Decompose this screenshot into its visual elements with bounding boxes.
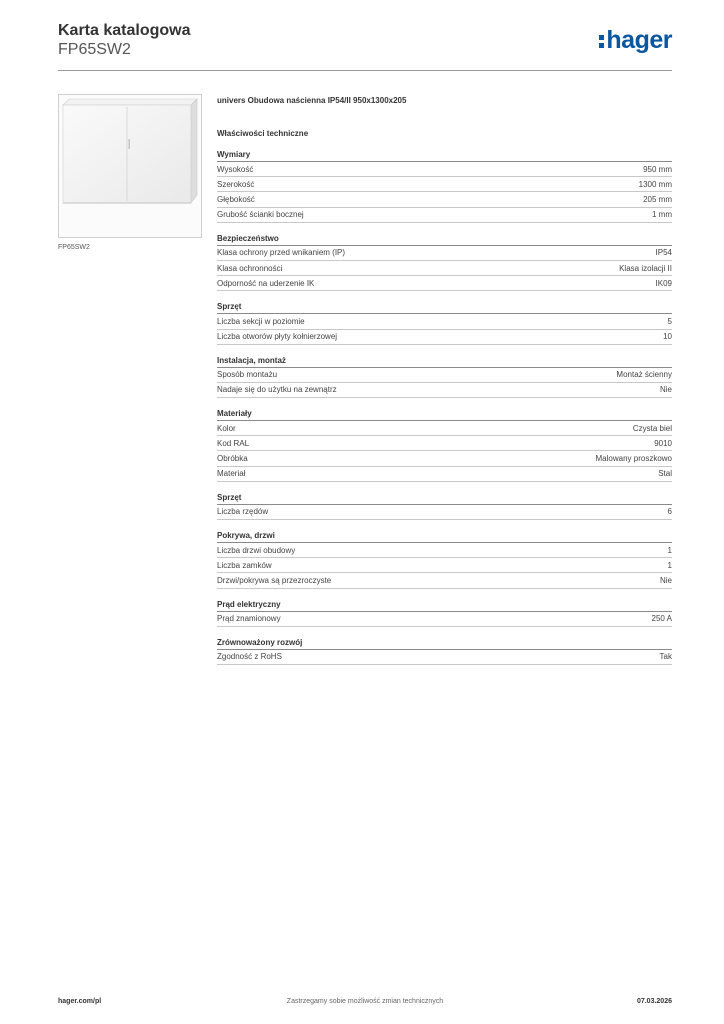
spec-label: Liczba drzwi obudowy bbox=[217, 545, 296, 555]
hager-logo bbox=[599, 26, 672, 55]
page-footer bbox=[58, 998, 672, 1010]
spec-value: 9010 bbox=[654, 438, 672, 448]
spec-group-title: Wymiary bbox=[217, 148, 672, 162]
spec-row bbox=[217, 177, 672, 192]
spec-row bbox=[217, 208, 672, 223]
spec-group bbox=[217, 354, 672, 398]
spec-value: Montaż ścienny bbox=[616, 370, 672, 380]
spec-label: Wysokość bbox=[217, 164, 254, 174]
spec-group-title: Zrównoważony rozwój bbox=[217, 636, 672, 650]
product-image bbox=[58, 94, 202, 238]
spec-value: Malowany proszkowo bbox=[595, 454, 672, 464]
spec-row bbox=[217, 246, 672, 261]
spec-value: Nie bbox=[659, 385, 672, 395]
spec-row bbox=[217, 162, 672, 177]
spec-label: Szerokość bbox=[217, 179, 255, 189]
logo-dots-icon bbox=[599, 26, 605, 46]
spec-label: Materiał bbox=[217, 469, 246, 479]
image-caption: FP65SW2 bbox=[58, 244, 90, 251]
spec-value: 1300 mm bbox=[638, 179, 672, 189]
spec-group-title: Bezpieczeństwo bbox=[217, 232, 672, 246]
spec-row bbox=[217, 368, 672, 383]
footer-website-link[interactable]: hager.com/pl bbox=[58, 998, 102, 1005]
spec-label: Odporność na uderzenie IK bbox=[217, 278, 315, 288]
spec-group bbox=[217, 491, 672, 520]
logo-text: hager bbox=[606, 26, 672, 54]
spec-row bbox=[217, 421, 672, 436]
spec-value: 6 bbox=[667, 507, 672, 517]
spec-group-title: Materiały bbox=[217, 407, 672, 421]
spec-value: 1 bbox=[667, 560, 672, 570]
spec-group-title: Sprzęt bbox=[217, 491, 672, 505]
spec-value: 5 bbox=[667, 316, 672, 326]
spec-row bbox=[217, 192, 672, 207]
spec-row bbox=[217, 543, 672, 558]
spec-row bbox=[217, 436, 672, 451]
spec-row bbox=[217, 505, 672, 520]
footer-disclaimer: Zastrzegamy sobie możliwość zmian technicznych bbox=[286, 998, 444, 1005]
spec-label: Liczba rzędów bbox=[217, 507, 269, 517]
spec-value: 10 bbox=[663, 332, 672, 342]
spec-group bbox=[217, 300, 672, 344]
spec-row bbox=[217, 612, 672, 627]
spec-label: Kolor bbox=[217, 423, 236, 433]
product-name: univers Obudowa naścienna IP54/II 950x1300x205 bbox=[217, 96, 407, 105]
spec-label: Nadaje się do użytku na zewnątrz bbox=[217, 385, 337, 395]
spec-value: 1 bbox=[667, 545, 672, 555]
product-details bbox=[217, 94, 672, 665]
spec-row bbox=[217, 451, 672, 466]
page-header bbox=[58, 22, 672, 68]
spec-row bbox=[217, 276, 672, 291]
spec-value: 250 A bbox=[651, 614, 672, 624]
spec-value: Klasa izolacji II bbox=[619, 263, 672, 273]
section-title: Właściwości techniczne bbox=[217, 129, 309, 138]
spec-label: Drzwi/pokrywa są przezroczyste bbox=[217, 575, 332, 585]
spec-label: Grubość ścianki bocznej bbox=[217, 210, 304, 220]
spec-label: Klasa ochronności bbox=[217, 263, 283, 273]
spec-group bbox=[217, 407, 672, 482]
spec-value: 950 mm bbox=[643, 164, 672, 174]
spec-group-title: Pokrywa, drzwi bbox=[217, 529, 672, 543]
spec-row bbox=[217, 573, 672, 588]
spec-value: 1 mm bbox=[652, 210, 672, 220]
spec-group bbox=[217, 529, 672, 589]
spec-label: Liczba sekcji w poziomie bbox=[217, 316, 305, 326]
spec-groups bbox=[217, 148, 672, 665]
spec-label: Prąd znamionowy bbox=[217, 614, 281, 624]
spec-value: 205 mm bbox=[643, 194, 672, 204]
spec-row bbox=[217, 383, 672, 398]
spec-row bbox=[217, 330, 672, 345]
spec-row bbox=[217, 261, 672, 276]
spec-value: IK09 bbox=[655, 278, 672, 288]
spec-label: Liczba zamków bbox=[217, 560, 272, 570]
enclosure-illustration bbox=[59, 95, 201, 237]
spec-group-title: Instalacja, montaż bbox=[217, 354, 672, 368]
spec-group bbox=[217, 636, 672, 665]
footer-date: 07.03.2026 bbox=[636, 998, 672, 1005]
header-divider bbox=[58, 70, 672, 71]
spec-group-title: Prąd elektryczny bbox=[217, 598, 672, 612]
spec-label: Obróbka bbox=[217, 454, 248, 464]
spec-label: Liczba otworów płyty kołnierzowej bbox=[217, 332, 338, 342]
spec-group-title: Sprzęt bbox=[217, 300, 672, 314]
spec-value: Tak bbox=[659, 652, 672, 662]
spec-value: Czysta biel bbox=[632, 423, 672, 433]
spec-group bbox=[217, 598, 672, 627]
spec-label: Głębokość bbox=[217, 194, 255, 204]
spec-label: Kod RAL bbox=[217, 438, 250, 448]
spec-label: Klasa ochrony przed wnikaniem (IP) bbox=[217, 248, 346, 258]
spec-group bbox=[217, 148, 672, 223]
spec-value: Stal bbox=[658, 469, 672, 479]
document-title: Karta katalogowa bbox=[58, 22, 191, 39]
product-code: FP65SW2 bbox=[58, 41, 131, 58]
spec-row bbox=[217, 467, 672, 482]
spec-label: Sposób montażu bbox=[217, 370, 278, 380]
spec-group bbox=[217, 232, 672, 292]
spec-row bbox=[217, 314, 672, 329]
spec-row bbox=[217, 650, 672, 665]
spec-value: Nie bbox=[659, 575, 672, 585]
spec-label: Zgodność z RoHS bbox=[217, 652, 282, 662]
spec-value: IP54 bbox=[655, 248, 672, 258]
spec-row bbox=[217, 558, 672, 573]
